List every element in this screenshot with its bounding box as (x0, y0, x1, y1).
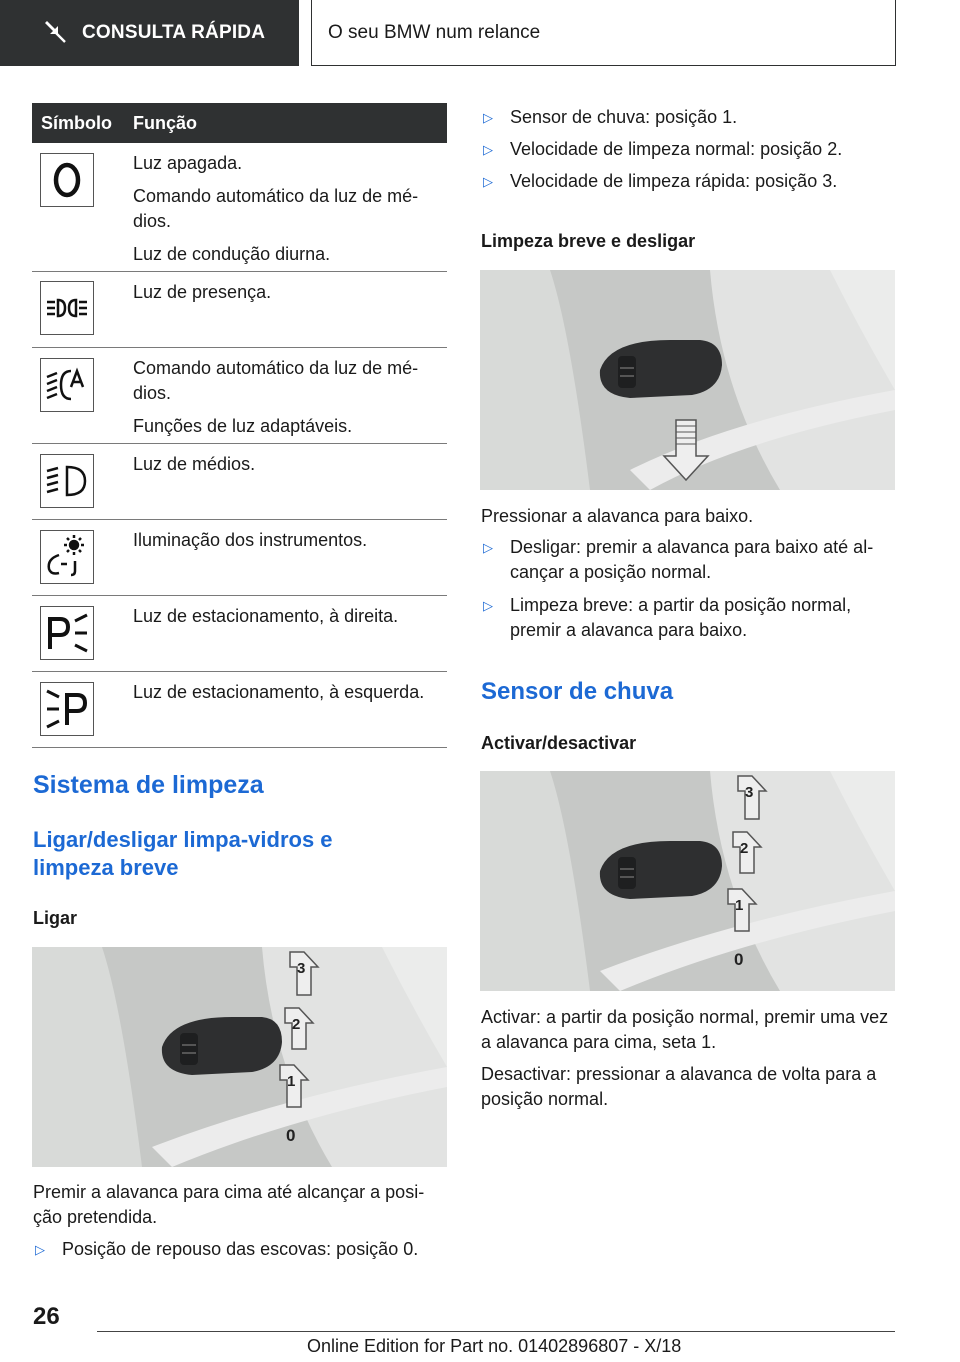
subsection-heading: Ligar/desligar limpa-vidros e limpeza breve (33, 827, 333, 880)
function-text: Iluminação dos instrumentos. (133, 530, 368, 550)
function-text: Luz de presença. (133, 282, 272, 302)
auto-headlight-icon (40, 358, 94, 412)
position-label: 3 (745, 784, 754, 801)
section-label: CONSULTA RÁPIDA (82, 22, 266, 43)
parking-light-right-icon (40, 606, 94, 660)
column-header-function: Função (133, 112, 198, 133)
position-label: 2 (740, 840, 749, 857)
table-row (32, 520, 447, 596)
bullet-item: ▷ Sensor de chuva: posição 1. (481, 105, 895, 130)
subheading-activar: Activar/desactivar (481, 733, 637, 753)
table-row (32, 672, 447, 748)
instruction-text: Desactivar: pressionar a alavanca de volta para a posição normal. (481, 1064, 877, 1109)
parking-light-left-icon (40, 682, 94, 736)
table-row (32, 272, 447, 348)
page-number: 26 (33, 1303, 60, 1330)
position-label: 2 (292, 1016, 301, 1033)
symbol-table (32, 103, 447, 702)
instrument-lighting-icon (40, 530, 94, 584)
table-row (32, 596, 447, 672)
instruction-text: Pressionar a alavanca para baixo. (481, 506, 754, 526)
subheading-limpeza-breve: Limpeza breve e desligar (481, 231, 696, 251)
subsection-heading: Sensor de chuva (481, 678, 674, 705)
function-text: Luz de estacionamento, à direita. (133, 606, 399, 626)
wiper-lever-down-illustration (480, 270, 895, 490)
table-row (32, 143, 447, 272)
rain-sensor-illustration (480, 771, 895, 991)
page-header (0, 0, 960, 66)
bullet-item: ▷ Posição de repouso das escovas: posição 0. (33, 1237, 443, 1262)
section-heading: Sistema de limpeza (33, 771, 264, 799)
quick-reference-icon (42, 20, 68, 46)
bullet-item: ▷ Desligar: premir a alavanca para baixo até alcançar a posição normal. (481, 535, 895, 585)
bullet-item: ▷ Velocidade de limpeza rápida: posição 3. (481, 169, 895, 194)
function-text: Luz de estacionamento, à esquerda. (133, 682, 425, 702)
wiper-lever-illustration (32, 947, 447, 1167)
table-header (32, 103, 447, 143)
bullet-item: ▷ Velocidade de limpeza normal: posição 2. (481, 137, 895, 162)
low-beam-icon (40, 454, 94, 508)
instruction-text: Activar: a partir da posição normal, premir uma vez a alavanca para cima, seta 1. (481, 1007, 889, 1052)
table-row (32, 348, 447, 444)
edition-note: Online Edition for Part no. 01402896807 - X/18 (307, 1336, 682, 1356)
instruction-text: Premir a alavanca para cima até alcançar a posição pretendida. (33, 1182, 425, 1227)
position-label: 1 (287, 1073, 296, 1090)
footer-divider (97, 1331, 895, 1332)
position-label: 1 (735, 897, 744, 914)
chapter-title: O seu BMW num relance (311, 0, 896, 66)
subheading-ligar: Ligar (33, 908, 78, 928)
light-off-icon (40, 153, 94, 207)
function-text: Funções de luz adaptáveis. (133, 416, 353, 436)
position-label: 3 (297, 960, 306, 977)
function-text: Luz apagada. (133, 153, 243, 173)
bullet-item: ▷ Limpeza breve: a partir da posição normal, premir a alavanca para baixo. (481, 593, 895, 643)
column-header-symbol: Símbolo (41, 112, 112, 133)
function-text: Comando automático da luz de médios. (133, 358, 419, 403)
function-text: Luz de condução diurna. (133, 244, 331, 264)
table-row (32, 444, 447, 520)
function-text: Comando automático da luz de médios. (133, 186, 419, 231)
section-tab[interactable] (0, 0, 299, 66)
function-text: Luz de médios. (133, 454, 256, 474)
position-label: 0 (286, 1126, 296, 1145)
position-label: 0 (734, 950, 744, 969)
parking-lights-icon (40, 281, 94, 335)
